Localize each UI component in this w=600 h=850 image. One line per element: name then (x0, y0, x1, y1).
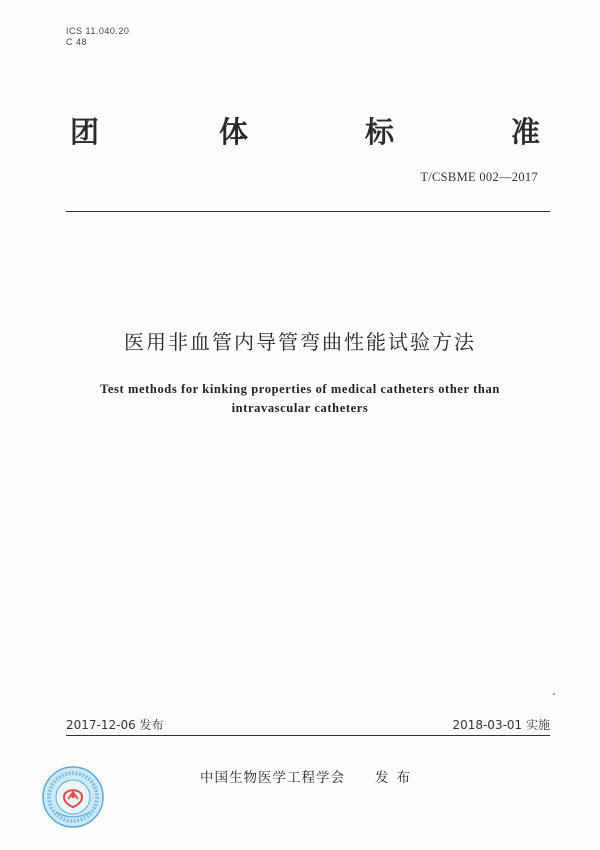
ics-code: ICS 11.040.20 (66, 26, 130, 36)
standard-number: T/CSBME 002—2017 (420, 170, 538, 184)
scan-speck (553, 693, 555, 695)
issuer-verb: 发布 (375, 770, 418, 786)
society-seal-icon (42, 766, 104, 828)
implementation-date: 2018-03-01 实施 (452, 718, 550, 732)
top-divider (66, 211, 550, 212)
standard-type-char-1: 团 (70, 115, 100, 149)
classification-codes (66, 26, 129, 48)
standard-type-char-3: 标 (365, 115, 395, 149)
publication-date: 2017-12-06 发布 (66, 718, 164, 732)
issuing-organization (200, 766, 418, 786)
chinese-title: 医用非血管内导管弯曲性能试验方法 (124, 330, 476, 354)
standard-type-char-4: 准 (511, 115, 541, 149)
english-title-line-1: Test methods for kinking properties of medical catheters other than (100, 382, 500, 396)
standard-type-char-2: 体 (219, 115, 249, 149)
standard-type-heading (0, 110, 600, 150)
ccs-code: C 48 (66, 37, 88, 47)
english-title (0, 380, 600, 418)
issuer-name: 中国生物医学工程学会 (200, 770, 345, 786)
english-title-line-2: intravascular catheters (231, 401, 369, 415)
bottom-divider (66, 735, 550, 736)
